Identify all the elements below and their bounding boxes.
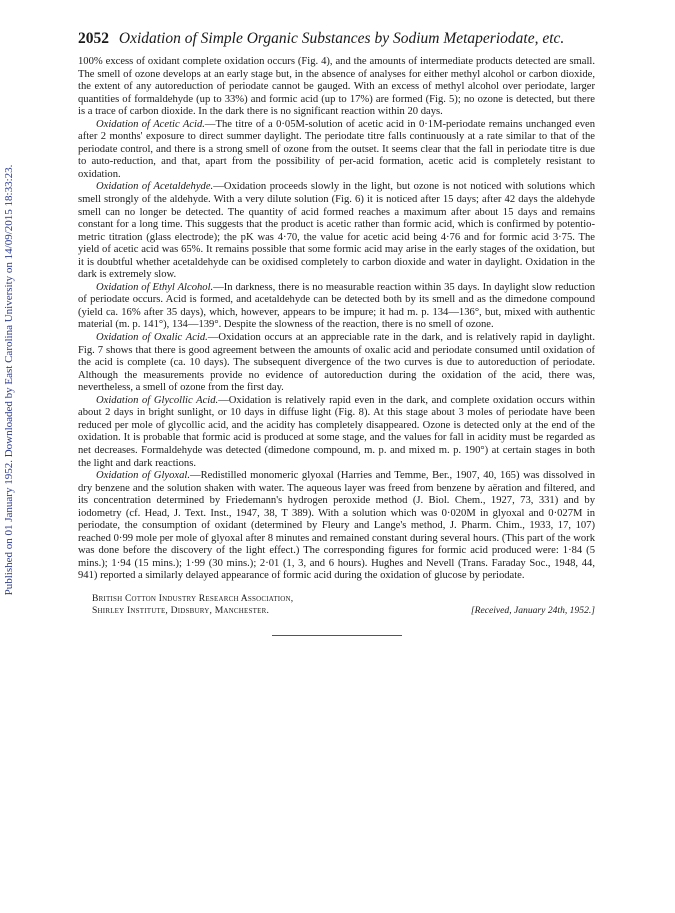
paragraph-acetic-acid (78, 119, 595, 182)
received-date: [Received, January 24th, 1952.] (470, 604, 595, 616)
paragraph-text: —Oxidation proceeds slowly in the light, but ozone is not noticed with solutions which smell strongly of the aldehyde. With a very dilute solution (Fig. 6) it is noticed after 15 days; after 42 days the aldehyde smell can no longer be detected. The quantity of acid formed reaches a maximum after about 15 days and remains constant for a long time. This suggests that the product is acetic rather than formic acid, which is confirmed by potentio-metric titration (glass electrode); the pK was 4·70, the value for acetic acid being 4·76 and for formic acid 3·75. The yield of acetic acid was 65%. It remains possible that some formic acid may arise in the early stages of the oxidation, but it is doubtful whether acetaldehyde can be oxidised completely to carbon dioxide and water in daylight. Oxidation in the dark is extremely slow. (78, 181, 596, 281)
paragraph-text: 100% excess of oxidant complete oxidation occurs (Fig. 4), and the amounts of intermediate products detected are small. The smell of ozone develops at an early stage but, in the absence of analyses for either methyl alcohol or carbon dioxide, the extent of any autoreduction of periodate cannot be gauged. With an excess of methyl alcohol over periodate, larger quantities of formaldehyde (up to 33%) and formic acid (up to 17%) are formed (Fig. 5); no ozone is detected, but there is a trace of carbon dioxide. In the dark there is no significant reaction within 20 days. (78, 56, 595, 118)
section-heading: Oxidation of Oxalic Acid. (96, 332, 208, 344)
running-header (78, 30, 595, 48)
paragraph-acetaldehyde (78, 181, 595, 281)
paragraph-text: —In darkness, there is no measurable reaction within 35 days. In daylight slow reduction of periodate occurs. Acid is formed, and acetaldehyde can be detected both by its smell and as the dimedone compound (yield ca. 16% after 35 days), which, however, appears to be impure; it had m. p. 134—136°, but, mixed with authentic material (m. p. 141°), 134—139°. Despite the slowness of the reaction, there is no smell of ozone. (78, 281, 595, 331)
section-heading: Oxidation of Ethyl Alcohol. (96, 281, 214, 293)
paragraph-ethyl-alcohol (78, 282, 595, 332)
paragraph-glyoxal (78, 470, 595, 583)
section-heading: Oxidation of Acetaldehyde. (96, 181, 214, 193)
article-footer (78, 593, 595, 617)
download-watermark (2, 80, 16, 680)
institution-line-2: Shirley Institute, Didsbury, Manchester. (92, 604, 270, 616)
running-title: Oxidation of Simple Organic Substances by Sodium Metaperiodate, etc. (118, 30, 565, 47)
paragraph-methyl-alcohol (78, 56, 595, 119)
section-heading: Oxidation of Acetic Acid. (96, 118, 205, 130)
paragraph-text: —The titre of a 0·05M-solution of acetic acid in 0·1M-periodate remains unchanged even after 2 months' exposure to direct summer daylight. The periodate titre falls continuously at a rate similar to that of the periodate control, and there is a strong smell of ozone from the outset. It seems clear that the fall in periodate titre is due to auto-reduction, and that, apart from the possibility of per-acid formation, acetic acid is completely resistant to oxidation. (78, 118, 595, 180)
paragraph-oxalic-acid (78, 332, 595, 395)
paragraph-text: —Oxidation is relatively rapid even in the dark, and complete oxidation occurs within about 2 days in bright sunlight, or 10 days in diffuse light (Fig. 8). At this stage about 3 moles of periodate have been reduced per mole of glycollic acid, and the acidity has completely disappeared. Ozone is detected only at the end of the oxidation. It is probable that formic acid is produced at some stage, and the values for fall in acidity must be regarded as net decreases. Formaldehyde was detected (dimedone compound, m. p. and mixed m. p. 190°) at certain stages in both the light and dark reactions. (78, 394, 595, 469)
paragraph-text: —Oxidation occurs at an appreciable rate in the dark, and is relatively rapid in daylight. Fig. 7 shows that there is good agreement between the amounts of oxalic acid and periodate consumed until oxidation of the acid is complete (ca. 10 days). The subsequent divergence of the two curves is due to autoreduction of periodate. Although the measurements provide no evidence of autoreduction during the oxidation of the acid, there was, nevertheless, a smell of ozone from the first day. (78, 332, 595, 394)
section-heading: Oxidation of Glyoxal. (96, 470, 190, 482)
article-page (78, 30, 595, 636)
institution-line-1: British Cotton Industry Research Association, (92, 592, 294, 604)
paragraph-glycollic-acid (78, 395, 595, 470)
paragraph-text: —Redistilled monomeric glyoxal (Harries and Temme, Ber., 1907, 40, 165) was dissolved in dry benzene and the solution shaken with water. The aqueous layer was freed from benzene by aëration and filtered, and its concentration determined by Friedemann's hydrogen peroxide method (J. Biol. Chem., 1927, 73, 331) and by iodometry (cf. Head, J. Text. Inst., 1947, 38, T 389). With a solution which was 0·020M in glyoxal and 0·027M in periodate, the consumption of oxidant (determined by Fleury and Lange's method, J. Pharm. Chim., 1933, 17, 107) reached 0·99 mole per mole of glyoxal after 8 minutes and remained constant during several hours. (This part of the work was done before the discovery of the light effect.) The corresponding figures for formic acid produced were: 1·84 (5 mins.); 1·94 (15 mins.); 1·99 (30 mins.); 2·01 (1, 3, and 6 hours). Hughes and Nevell (Trans. Faraday Soc., 1948, 44, 941) reported a similarly delayed appearance of formic acid during the oxidation of glucose by periodate. (78, 470, 595, 582)
watermark-text: Published on 01 January 1952. Downloaded by East Carolina University on 14/09/2015 18:33:23. (3, 164, 15, 596)
section-heading: Oxidation of Glycollic Acid. (96, 394, 219, 406)
end-rule (272, 635, 402, 636)
page-number: 2052 (78, 30, 109, 47)
